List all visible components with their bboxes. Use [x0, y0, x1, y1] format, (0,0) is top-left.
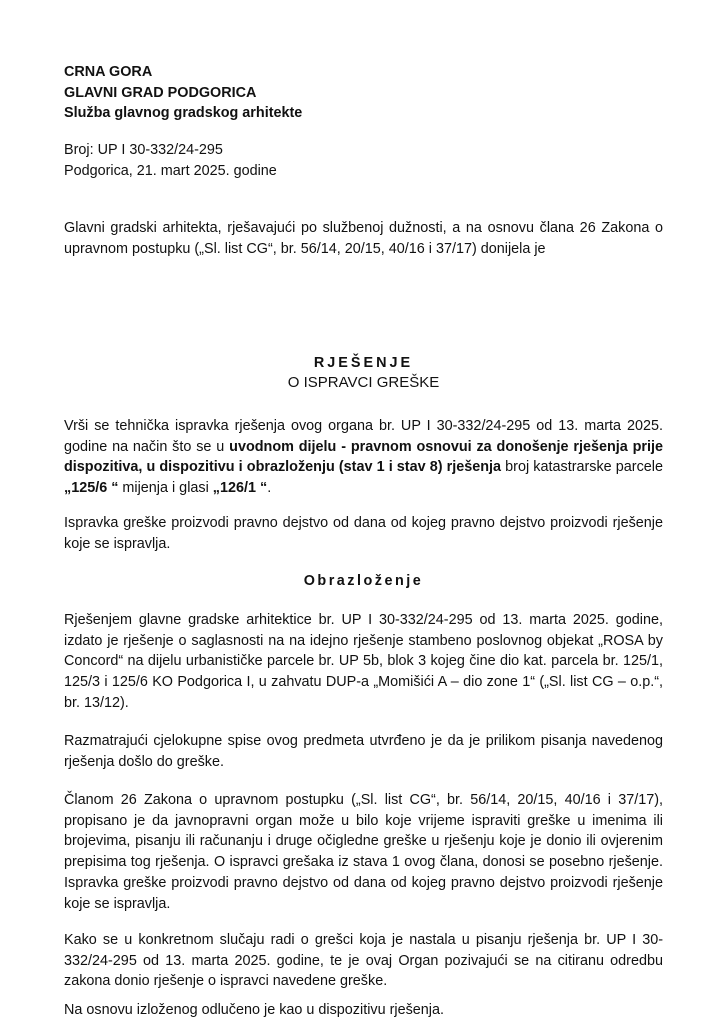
document-subtitle: O ISPRAVCI GREŠKE	[287, 374, 440, 391]
effect-paragraph: Ispravka greške proizvodi pravno dejstvo od dana od kojeg pravno dejstvo proizvodi rješenje koje se ispravlja.	[64, 515, 663, 552]
document-title: RJEŠENJE	[313, 355, 414, 371]
disposition-paragraph	[64, 416, 663, 499]
reasoning-paragraph-4: Kako se u konkretnom slučaju radi o grešci koja je nastala u pisanju rješenja br. UP I 30-332/24-295 od 13. marta 2025. godine, te je ovaj Organ pozivajući se na citiranu odredbu zakona donio rješenje o ispravci navedene greške.	[64, 932, 663, 990]
reasoning-heading: Obrazloženje	[303, 573, 424, 589]
reasoning-paragraph-5: Na osnovu izloženog odlučeno je kao u dispozitivu rješenja.	[64, 1002, 444, 1018]
old-parcel-number: „125/6 “	[64, 480, 119, 497]
new-parcel-number: „126/1 “	[212, 480, 268, 497]
issuer-header	[64, 62, 663, 124]
reference-block	[64, 140, 663, 181]
text-segment: mijenja i glasi	[118, 480, 213, 497]
reasoning-paragraph-3: Članom 26 Zakona o upravnom postupku („Sl. list CG“, br. 56/14, 20/15, 40/16 i 37/17), propisano je da javnopravni organ može u bilo koje vrijeme ispraviti greške u imenima ili brojevima, pisanju ili računanju i druge očigledne greške u rješenju koje je donio ili ovjerenim prepisima tog rješenja. O ispravci grešaka iz stava 1 ovog člana, donosi se posebno rješenje. Ispravka greške proizvodi pravno dejstvo od dana od kojeg pravno dejstvo proizvodi rješenje koje se ispravlja.	[64, 792, 663, 912]
issuer-country: CRNA GORA	[64, 64, 153, 80]
bold-segment: uvodnom dijelu - pravnom osnovui za donošenje rješenja prije dispozitiva, u dispozitivu i obrazloženju (stav 1 i stav 8) rješenja	[64, 438, 664, 476]
text-segment: Vrši se tehnička ispravka rješenja ovog organa br. UP I 30-332/24-295 od 13. marta 2025. godine na način što se u	[64, 418, 663, 455]
intro-paragraph: Glavni gradski arhitekta, rješavajući po službenoj dužnosti, a na osnovu člana 26 Zakona o upravnom postupku („Sl. list CG“, br. 56/14, 20/15, 40/16 i 37/17) donijela je	[64, 220, 663, 257]
reasoning-paragraph-2: Razmatrajući cjelokupne spise ovog predmeta utvrđeno je da je prilikom pisanja navedenog rješenja došlo do greške.	[64, 733, 663, 770]
reasoning-paragraph-1: Rješenjem glavne gradske arhitektice br. UP I 30-332/24-295 od 13. marta 2025. godine, izdato je rješenje o saglasnosti na na idejno rješenje stambeno poslovnog objekat „ROSA by Concord“ na dijelu urbanističke parcele br. UP 5b, blok 3 kojeg čine dio kat. parcela br. 125/1, 125/3 i 125/6 KO Podgorica I, u zahvatu DUP-a „Momišići A – dio zone 1“ („Sl. list CG – o.p.“, br. 13/12).	[64, 612, 663, 711]
text-segment: .	[267, 480, 272, 497]
issuer-office: Služba glavnog gradskog arhitekte	[64, 105, 303, 122]
text-segment: broj katastrarske parcele	[501, 459, 663, 476]
reference-number: Broj: UP I 30-332/24-295	[64, 142, 223, 158]
place-date: Podgorica, 21. mart 2025. godine	[64, 162, 277, 179]
issuer-city: GLAVNI GRAD PODGORICA	[64, 84, 257, 101]
